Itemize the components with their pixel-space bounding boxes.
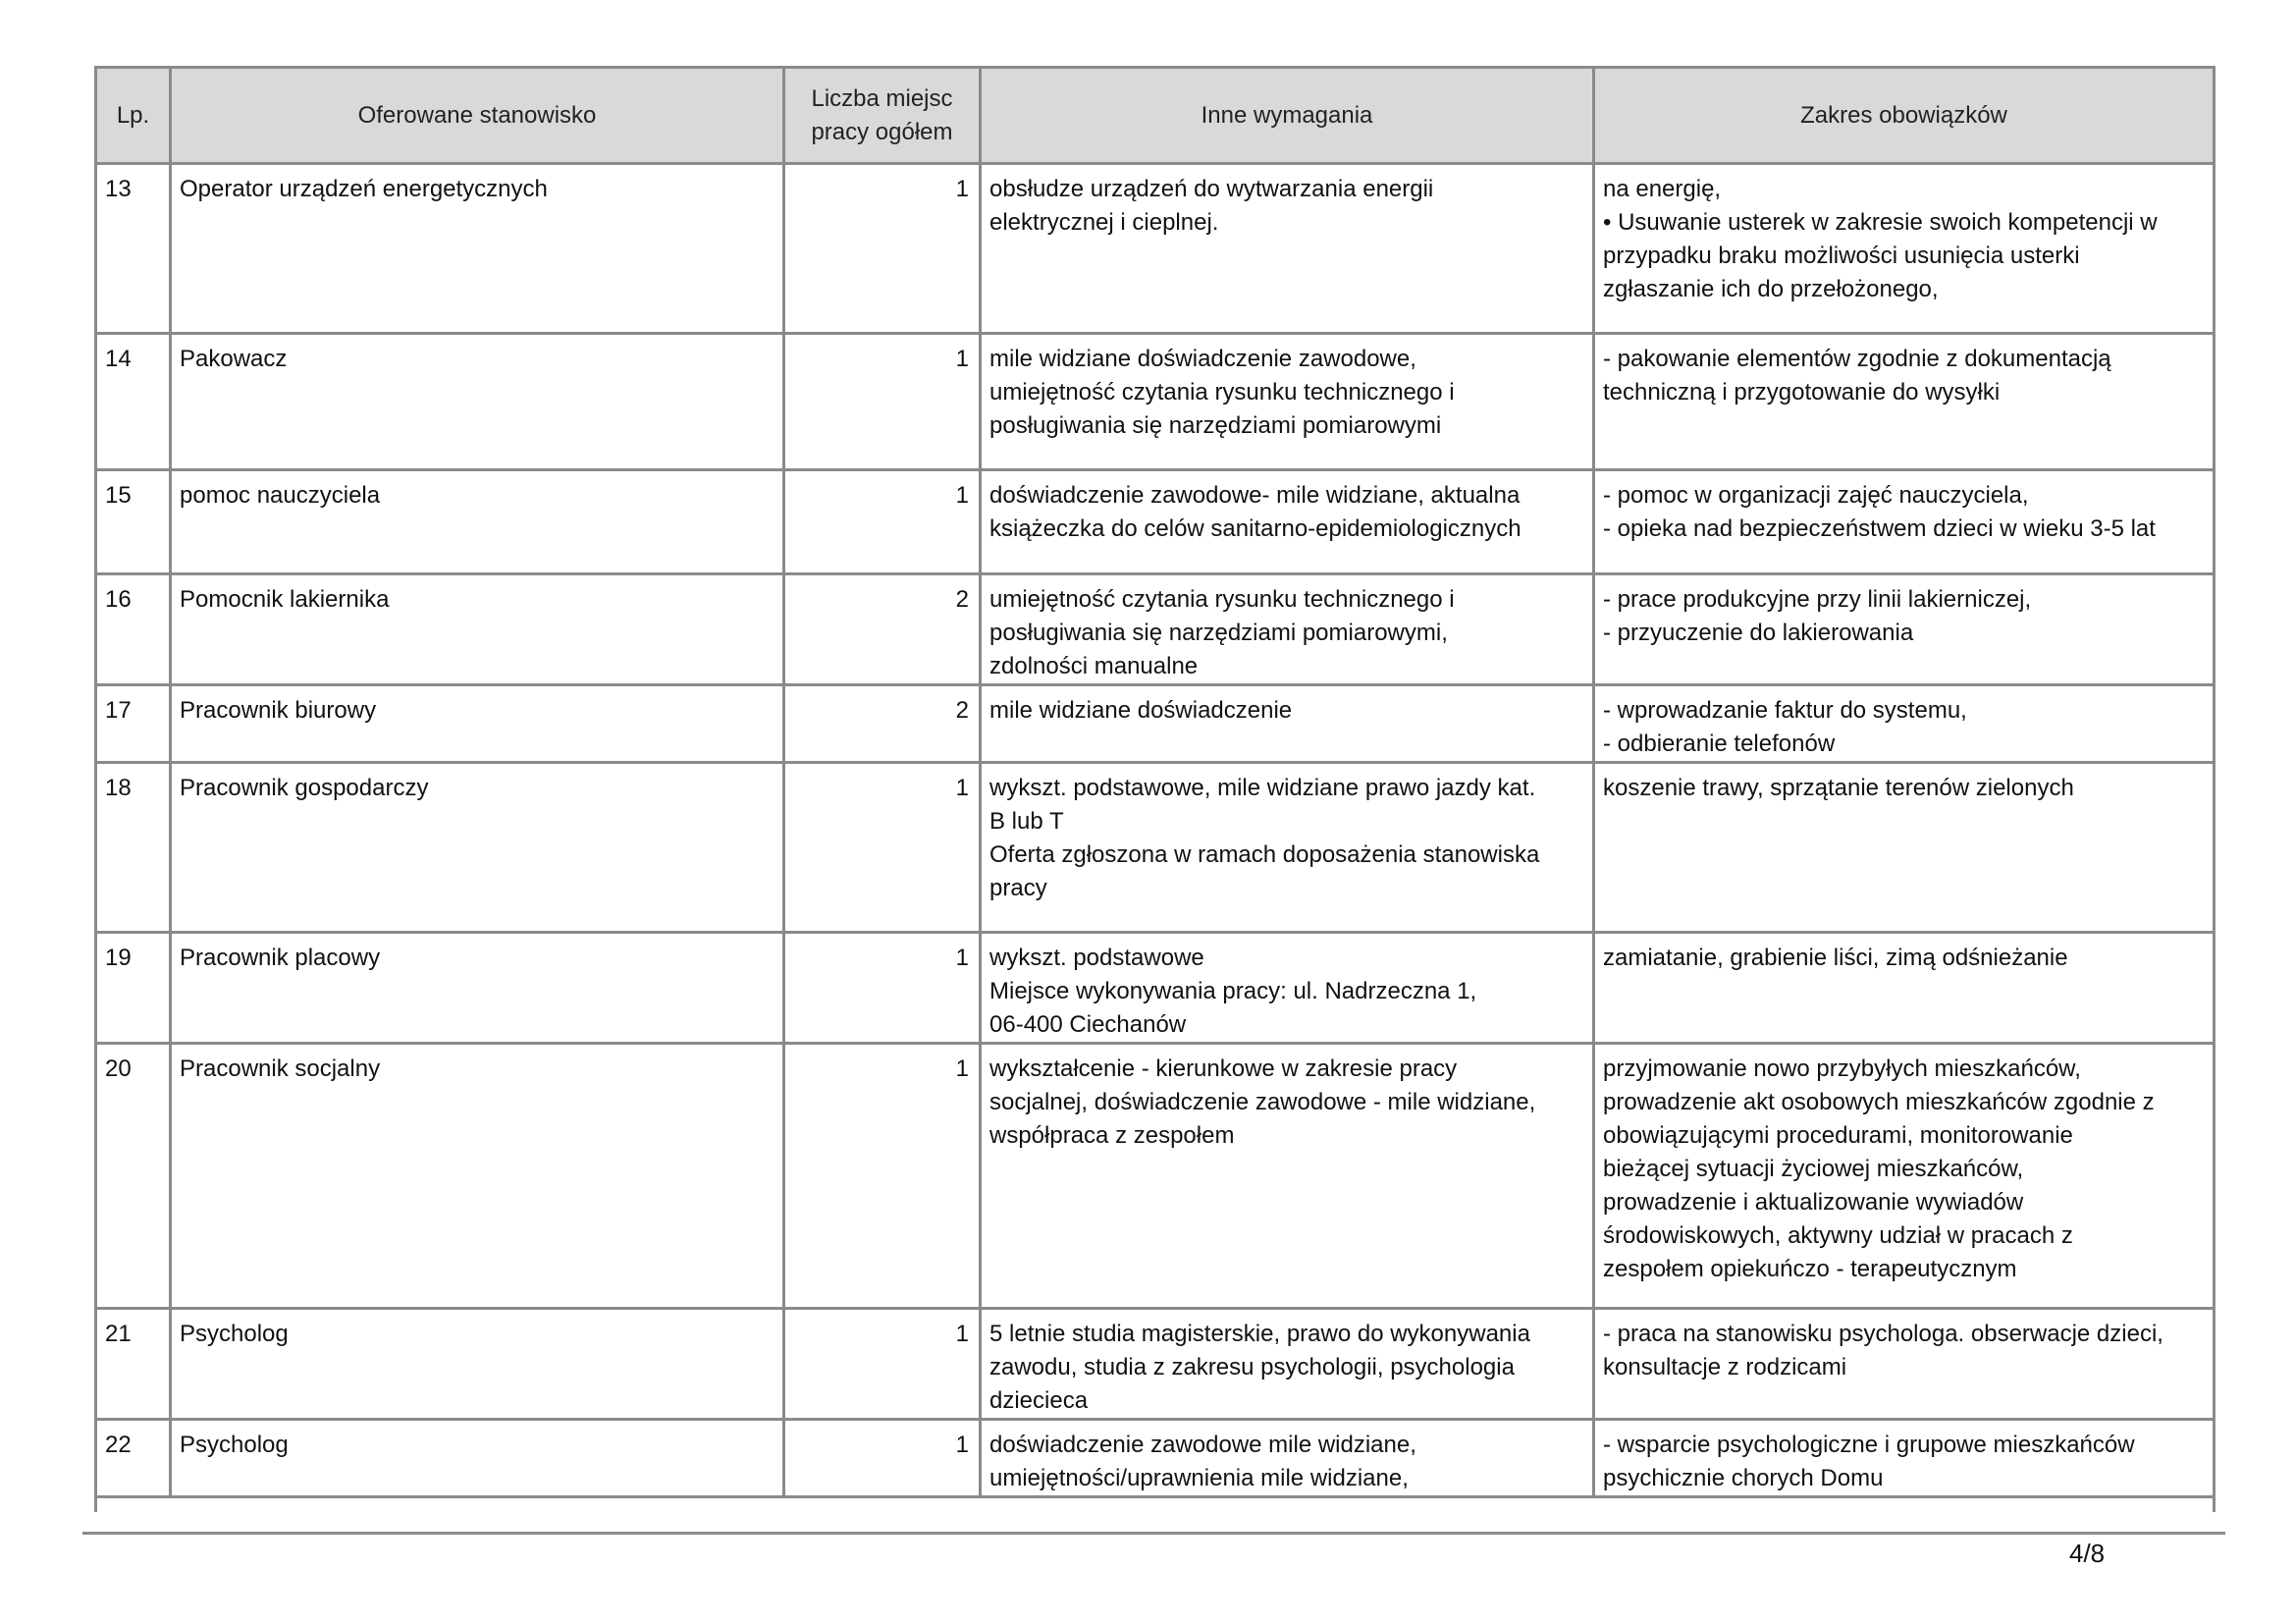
cell-duties: - wsparcie psychologiczne i grupowe mieszkańców psychicznie chorych Domu <box>1594 1420 2215 1497</box>
cell-position: Psycholog <box>171 1309 784 1420</box>
cell-position: Pakowacz <box>171 334 784 470</box>
cell-requirements: obsłudze urządzeń do wytwarzania energii elektrycznej i cieplnej. <box>981 164 1594 334</box>
page-number: 4/8 <box>2069 1539 2106 1568</box>
job-offers-table <box>94 66 2216 1512</box>
table-continuation-cell <box>96 1497 2215 1513</box>
cell-lp: 20 <box>96 1044 171 1309</box>
cell-lp: 16 <box>96 574 171 685</box>
cell-count: 1 <box>784 334 981 470</box>
cell-count: 1 <box>784 1420 981 1497</box>
table-row <box>96 685 2215 763</box>
cell-requirements: doświadczenie zawodowe- mile widziane, aktualna książeczka do celów sanitarno-epidemiologicznych <box>981 470 1594 574</box>
cell-duties: - pomoc w organizacji zajęć nauczyciela, - opieka nad bezpieczeństwem dzieci w wieku 3-5 lat <box>1594 470 2215 574</box>
footer-rule <box>82 1532 2225 1535</box>
cell-count: 1 <box>784 1044 981 1309</box>
cell-lp: 18 <box>96 763 171 933</box>
cell-duties: - prace produkcyjne przy linii lakierniczej, - przyuczenie do lakierowania <box>1594 574 2215 685</box>
header-lp: Lp. <box>96 68 171 164</box>
header-count: Liczba miejsc pracy ogółem <box>784 68 981 164</box>
table-row <box>96 334 2215 470</box>
cell-requirements: wykszt. podstawowe Miejsce wykonywania pracy: ul. Nadrzeczna 1, 06-400 Ciechanów <box>981 933 1594 1044</box>
cell-requirements: 5 letnie studia magisterskie, prawo do wykonywania zawodu, studia z zakresu psychologii, psychologia dzieciecа <box>981 1309 1594 1420</box>
cell-count: 1 <box>784 1309 981 1420</box>
table-row <box>96 763 2215 933</box>
cell-lp: 22 <box>96 1420 171 1497</box>
cell-duties: koszenie trawy, sprzątanie terenów zielonych <box>1594 763 2215 933</box>
cell-duties: - wprowadzanie faktur do systemu, - odbieranie telefonów <box>1594 685 2215 763</box>
cell-count: 2 <box>784 574 981 685</box>
cell-position: Pracownik gospodarczy <box>171 763 784 933</box>
table-row <box>96 1309 2215 1420</box>
table-row <box>96 1420 2215 1497</box>
cell-count: 1 <box>784 933 981 1044</box>
cell-requirements: wykszt. podstawowe, mile widziane prawo jazdy kat. B lub T Oferta zgłoszona w ramach doposażenia stanowiska pracy <box>981 763 1594 933</box>
cell-lp: 14 <box>96 334 171 470</box>
table-row <box>96 574 2215 685</box>
cell-count: 1 <box>784 470 981 574</box>
cell-requirements: mile widziane doświadczenie <box>981 685 1594 763</box>
cell-duties: na energię, • Usuwanie usterek w zakresie swoich kompetencji w przypadku braku możliwości usunięcia usterki zgłaszanie ich do przełożonego, <box>1594 164 2215 334</box>
cell-lp: 21 <box>96 1309 171 1420</box>
cell-lp: 13 <box>96 164 171 334</box>
cell-requirements: umiejętność czytania rysunku technicznego i posługiwania się narzędziami pomiarowymi, zdolności manualne <box>981 574 1594 685</box>
cell-position: Psycholog <box>171 1420 784 1497</box>
table-row <box>96 164 2215 334</box>
cell-duties: przyjmowanie nowo przybyłych mieszkańców, prowadzenie akt osobowych mieszkańców zgodnie z obowiązującymi procedurami, monitorowanie bieżącej sytuacji życiowej mieszkańców, prowadzenie i aktualizowanie wywiadów środowiskowych, aktywny udział w pracach z zespołem opiekuńczo - terapeutycznym <box>1594 1044 2215 1309</box>
cell-duties: - praca na stanowisku psychologa. obserwacje dzieci, konsultacje z rodzicami <box>1594 1309 2215 1420</box>
cell-position: Pracownik biurowy <box>171 685 784 763</box>
cell-lp: 17 <box>96 685 171 763</box>
cell-requirements: wykształcenie - kierunkowe w zakresie pracy socjalnej, doświadczenie zawodowe - mile widziane, współpraca z zespołem <box>981 1044 1594 1309</box>
cell-position: Pracownik socjalny <box>171 1044 784 1309</box>
cell-duties: - pakowanie elementów zgodnie z dokumentacją techniczną i przygotowanie do wysyłki <box>1594 334 2215 470</box>
cell-lp: 19 <box>96 933 171 1044</box>
table-continuation <box>96 1497 2215 1513</box>
header-position: Oferowane stanowisko <box>171 68 784 164</box>
table-row <box>96 933 2215 1044</box>
cell-position: Pomocnik lakiernika <box>171 574 784 685</box>
table-row <box>96 470 2215 574</box>
cell-duties: zamiatanie, grabienie liści, zimą odśnieżanie <box>1594 933 2215 1044</box>
cell-requirements: mile widziane doświadczenie zawodowe, umiejętność czytania rysunku technicznego i posługiwania się narzędziami pomiarowymi <box>981 334 1594 470</box>
cell-count: 1 <box>784 763 981 933</box>
cell-requirements: doświadczenie zawodowe mile widziane, umiejętności/uprawnienia mile widziane, <box>981 1420 1594 1497</box>
header-duties: Zakres obowiązków <box>1594 68 2215 164</box>
cell-count: 2 <box>784 685 981 763</box>
table-header-row <box>96 68 2215 164</box>
header-requirements: Inne wymagania <box>981 68 1594 164</box>
cell-lp: 15 <box>96 470 171 574</box>
cell-position: Operator urządzeń energetycznych <box>171 164 784 334</box>
cell-count: 1 <box>784 164 981 334</box>
cell-position: pomoc nauczyciela <box>171 470 784 574</box>
table-row <box>96 1044 2215 1309</box>
cell-position: Pracownik placowy <box>171 933 784 1044</box>
